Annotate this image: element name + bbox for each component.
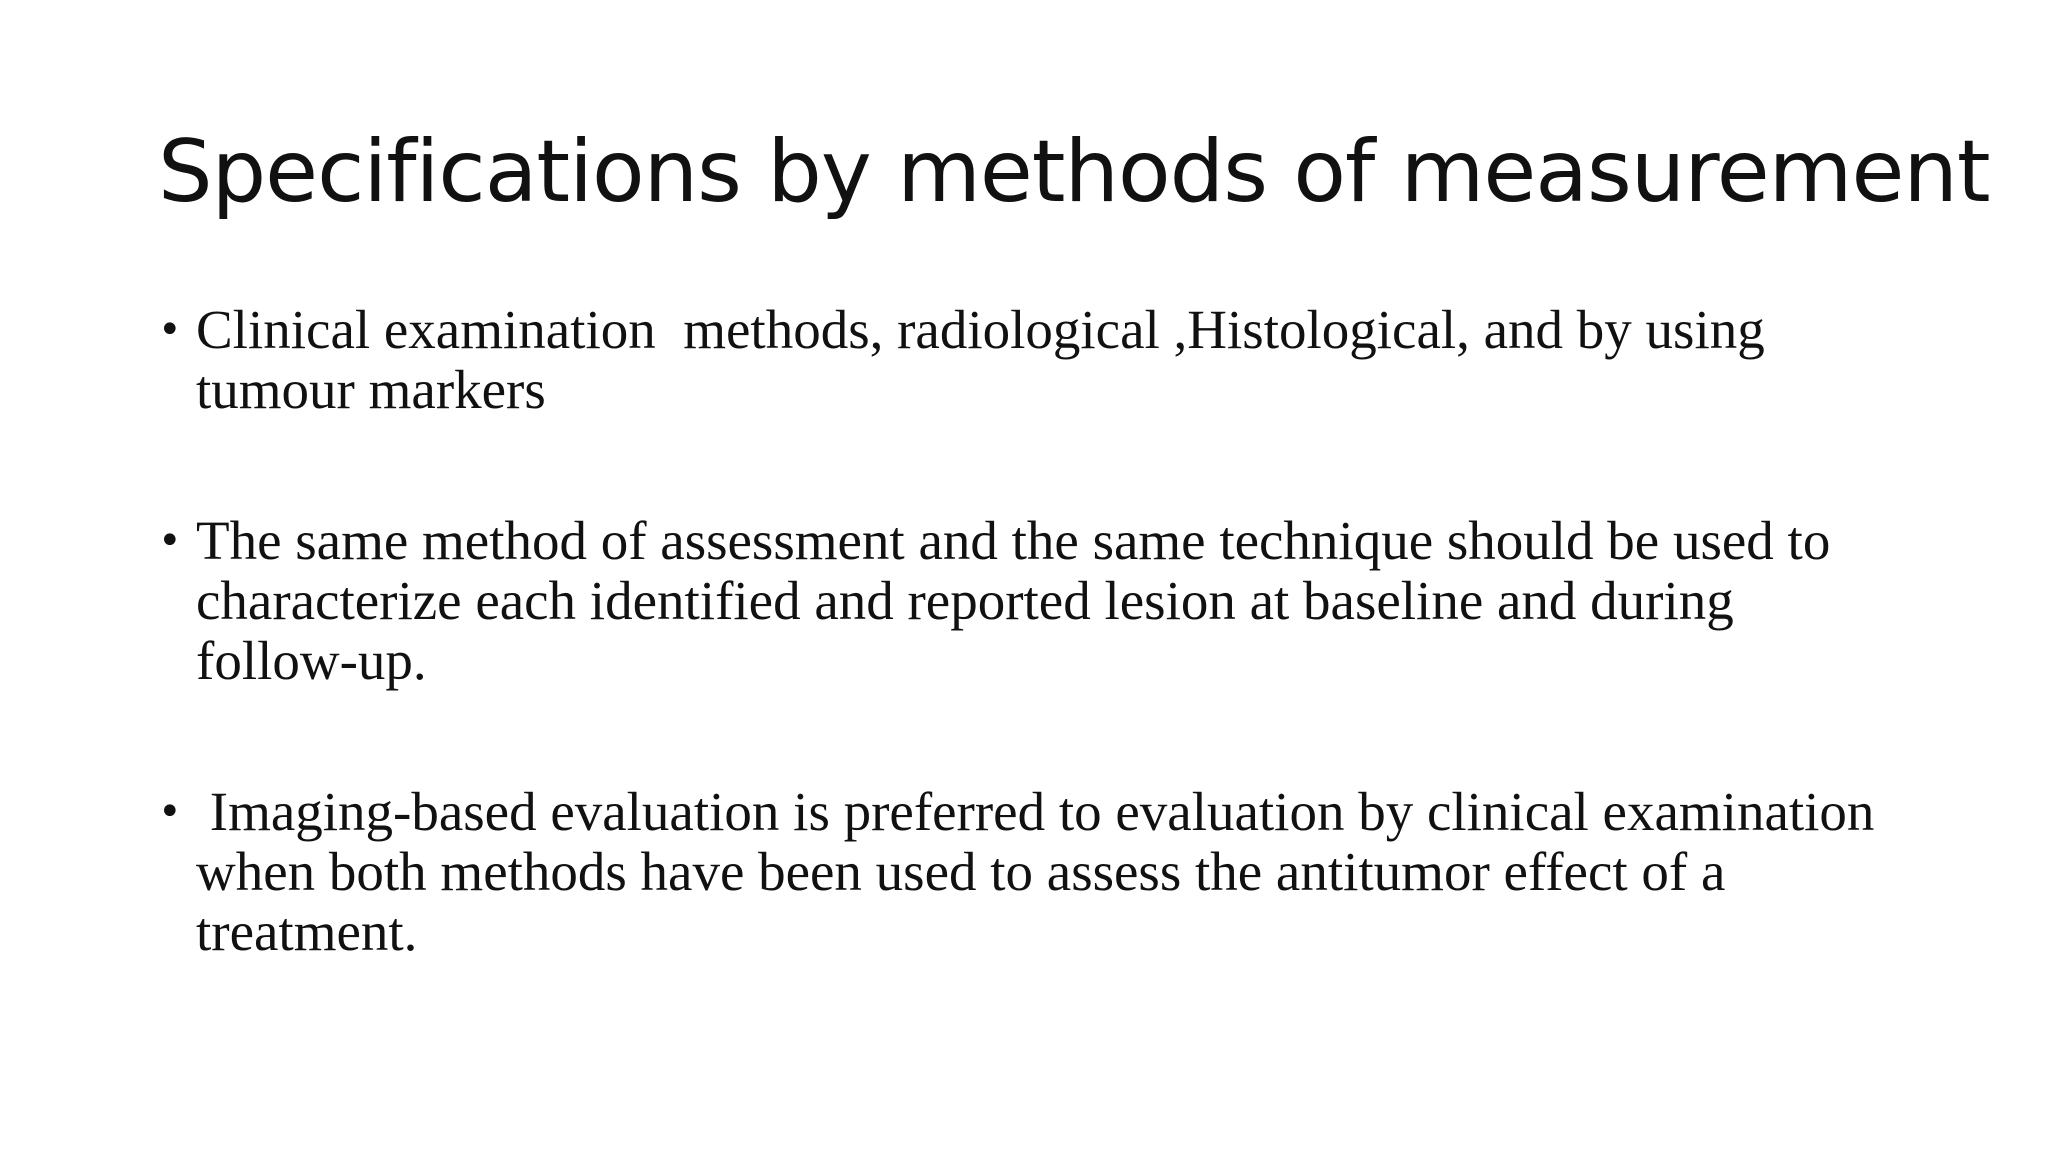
bullet-icon: • bbox=[158, 789, 182, 835]
bullet-text: Imaging-based evaluation is preferred to evaluation by clinical examination when both methods have been used to assess the antitumor effect of a treatment. bbox=[196, 781, 1889, 962]
slide-title: Specifications by methods of measurement bbox=[158, 122, 1990, 222]
bullet-item-1 bbox=[158, 300, 1878, 420]
bullet-text: Clinical examination methods, radiological ,Histological, and by using tumour markers bbox=[196, 299, 1779, 420]
bullet-icon: • bbox=[158, 307, 182, 353]
bullet-item-3 bbox=[158, 781, 1889, 962]
bullet-list bbox=[158, 299, 1889, 962]
bullet-text: The same method of assessment and the same technique should be used to characterize each identified and reported lesion at baseline and during follow-up. bbox=[196, 510, 1845, 691]
bullet-icon: • bbox=[158, 518, 182, 564]
bullet-item-2 bbox=[158, 511, 1878, 691]
